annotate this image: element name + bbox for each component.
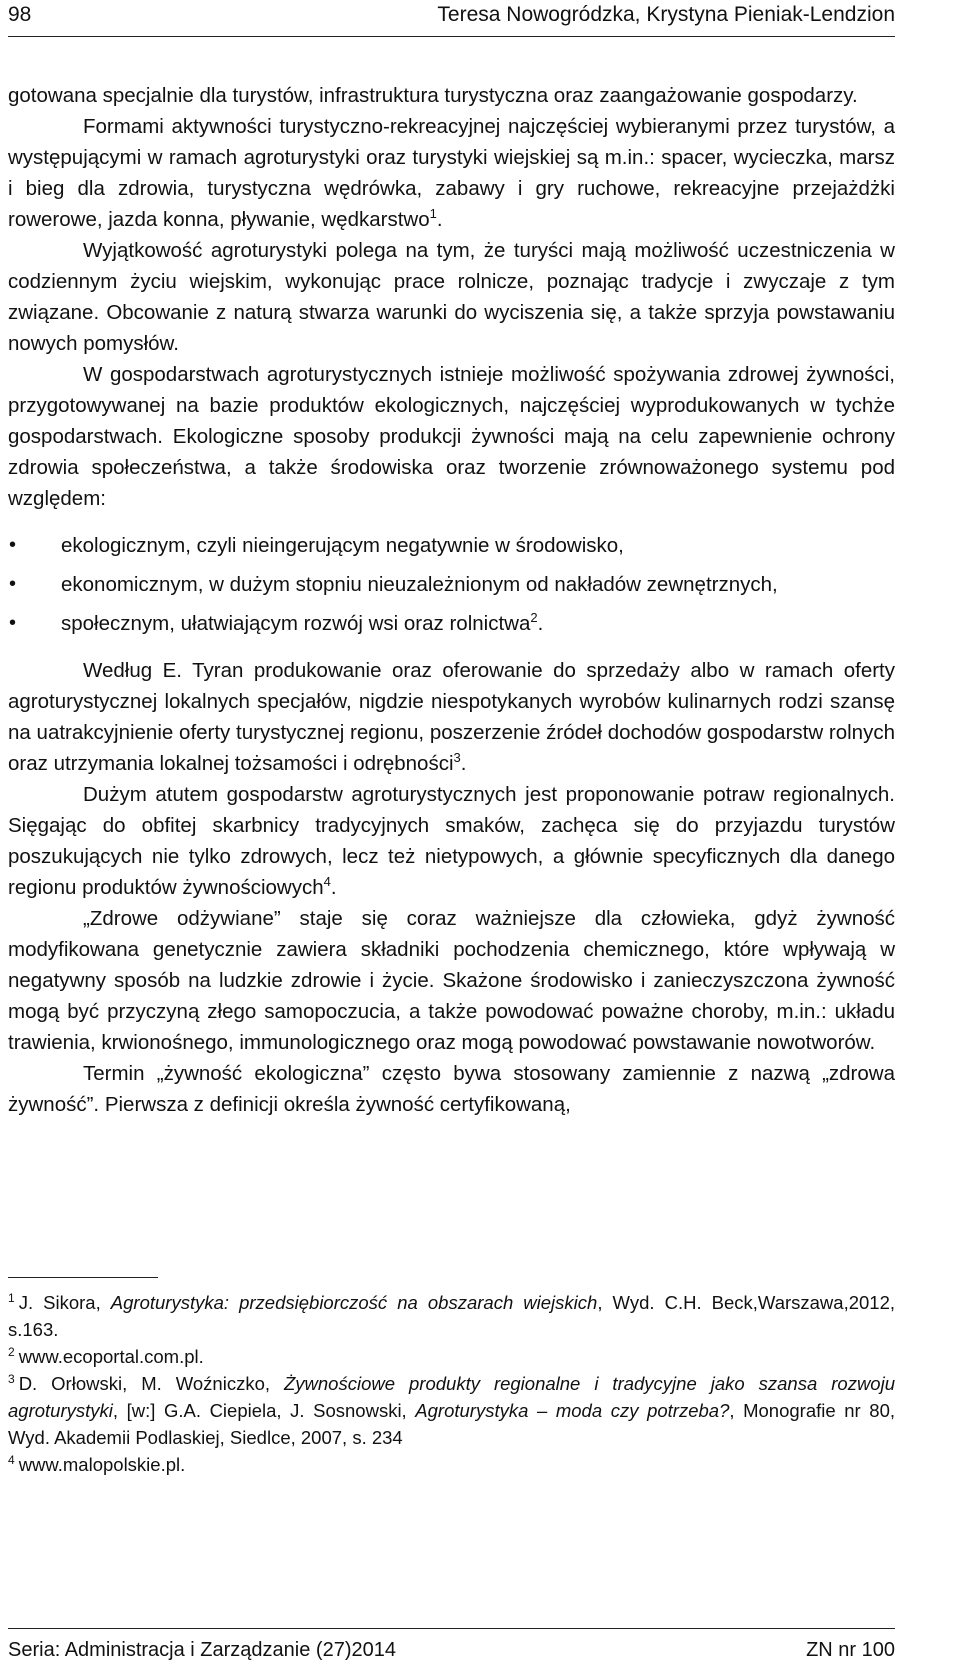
- footnote-text: , Monografie nr 80, Wyd. Akademii Podlaskiej, Siedlce, 2007, s. 234: [8, 1400, 895, 1448]
- footnote-link[interactable]: www.ecoportal.com.pl.: [18, 1346, 204, 1367]
- header-authors: Teresa Nowogródzka, Krystyna Pieniak-Lendzion: [437, 3, 895, 26]
- footnote-link[interactable]: www.malopolskie.pl.: [18, 1454, 186, 1475]
- footnote-mark: 2: [8, 1344, 15, 1359]
- footnote-title: Agroturystyka: przedsiębiorczość na obszarach wiejskich: [110, 1292, 598, 1313]
- footnotes: [8, 1289, 895, 1478]
- footnote: [8, 1451, 895, 1478]
- paragraph: [8, 111, 895, 235]
- paragraph: gotowana specjalnie dla turystów, infrastruktura turystyczna oraz zaangażowanie gospodarzy.: [8, 84, 858, 107]
- body-text: [8, 80, 895, 1120]
- footer-issue: ZN nr 100: [806, 1639, 895, 1661]
- paragraph: [8, 779, 895, 903]
- list-item-text: społecznym, ułatwiającym rozwój wsi oraz rolnictwa: [61, 612, 531, 635]
- list-item: [8, 569, 895, 600]
- footnote-ref[interactable]: 4: [323, 874, 331, 890]
- footnote-mark: 3: [8, 1371, 15, 1386]
- footnote-ref[interactable]: 2: [530, 610, 538, 626]
- footer-series: Seria: Administracja i Zarządzanie (27)2014: [8, 1639, 396, 1661]
- paragraph-end: .: [460, 752, 467, 775]
- footnote-mark: 1: [8, 1290, 15, 1305]
- paragraph: W gospodarstwach agroturystycznych istnieje możliwość spożywania zdrowej żywności, przygotowywanej na bazie produktów ekologicznych, najczęściej wyprodukowanych w tychże gospodarstwach. Ekologiczne sposoby produkcji żywności mają na celu zapewnienie ochrony zdrowia społeczeństwa, a także środowiska oraz tworzenie zrównoważonego systemu pod względem:: [8, 363, 895, 510]
- paragraph-end: .: [436, 208, 443, 231]
- page-number: 98: [8, 3, 32, 26]
- footnote-divider: [8, 1277, 158, 1278]
- paragraph: Wyjątkowość agroturystyki polega na tym, że turyści mają możliwość uczestniczenia w codziennym życiu wiejskim, wykonując prace rolnicze, poznając tradycje i zwyczaje z tym związane. Obcowanie z naturą stwarza warunki do wyciszenia się, a także sprzyja powstawaniu nowych pomysłów.: [8, 239, 895, 355]
- document-page: [8, 0, 895, 1669]
- footnote: [8, 1343, 895, 1370]
- footnote-mark: 4: [8, 1452, 15, 1467]
- list-item: [8, 530, 895, 561]
- paragraph-text: Formami aktywności turystyczno-rekreacyjnej najczęściej wybieranymi przez turystów, a występującymi w ramach agroturystyki oraz turystyki wiejskiej są m.in.: spacer, wycieczka, marsz i bieg dla zdrowia, turystyczna wędrówka, zabawy i gry ruchowe, rekreacyjne przejażdżki rowerowe, jazda konna, pływanie, wędkarstwo: [8, 115, 895, 231]
- bullet-icon: •: [9, 573, 17, 595]
- footnote-text: J. Sikora,: [18, 1292, 111, 1313]
- footnote: [8, 1370, 895, 1451]
- list-item-end: .: [537, 612, 544, 635]
- footnote-text: , [w:] G.A. Ciepiela, J. Sosnowski,: [112, 1400, 416, 1421]
- bullet-icon: •: [9, 534, 17, 556]
- footnote-title: Agroturystyka – moda czy potrzeba?: [415, 1400, 730, 1421]
- footnote: [8, 1289, 895, 1343]
- paragraph-text: Dużym atutem gospodarstw agroturystycznych jest proponowanie potraw regionalnych. Sięgając do obfitej skarbnicy tradycyjnych smaków, zachęca się do przyjazdu turystów poszukujących nie tylko zdrowych, lecz też nietypowych, a głównie specyficznych dla danego regionu produktów żywnościowych: [8, 783, 895, 899]
- running-header: [8, 0, 895, 37]
- paragraph: [8, 655, 895, 779]
- footnote-text: D. Orłowski, M. Woźniczko,: [18, 1373, 284, 1394]
- paragraph-text: Według E. Tyran produkowanie oraz oferowanie do sprzedaży albo w ramach oferty agroturystycznej lokalnych specjałów, nigdzie niespotykanych wyrobów kulinarnych rodzi szansę na uatrakcyjnienie oferty turystycznej regionu, poszerzenie źródeł dochodów gospodarstw rolnych oraz utrzymania lokalnej tożsamości i odrębności: [8, 659, 895, 775]
- bullet-icon: •: [9, 612, 17, 634]
- paragraph-end: .: [330, 876, 337, 899]
- running-footer: [8, 1628, 895, 1665]
- footnote-text: , Wyd. C.H. Beck,Warszawa,2012, s.163.: [8, 1292, 896, 1340]
- footnote-title: Żywnościowe produkty regionalne i tradycyjne jako szansa rozwoju agroturystyki: [8, 1373, 895, 1421]
- paragraph: Termin „żywność ekologiczna” często bywa stosowany zamiennie z nazwą „zdrowa żywność”. Pierwsza z definicji określa żywność certyfikowaną,: [8, 1062, 895, 1116]
- list-item: [8, 608, 895, 639]
- footnote-ref[interactable]: 1: [429, 206, 437, 222]
- paragraph: „Zdrowe odżywiane” staje się coraz ważniejsze dla człowieka, gdyż żywność modyfikowana genetycznie zawiera składniki pochodzenia chemicznego, które wpływają w negatywny sposób na ludzkie zdrowie i życie. Skażone środowisko i zanieczyszczona żywność mogą być przyczyną złego samopoczucia, a także powodować poważne choroby, m.in.: układu trawienia, krwionośnego, immunologicznego oraz mogą powodować powstawanie nowotworów.: [8, 907, 895, 1054]
- footnote-ref[interactable]: 3: [453, 750, 461, 766]
- list-item-text: ekonomicznym, w dużym stopniu nieuzależnionym od nakładów zewnętrznych,: [61, 573, 778, 596]
- list-item-text: ekologicznym, czyli nieingerującym negatywnie w środowisko,: [61, 534, 624, 557]
- bullet-list: [8, 530, 895, 639]
